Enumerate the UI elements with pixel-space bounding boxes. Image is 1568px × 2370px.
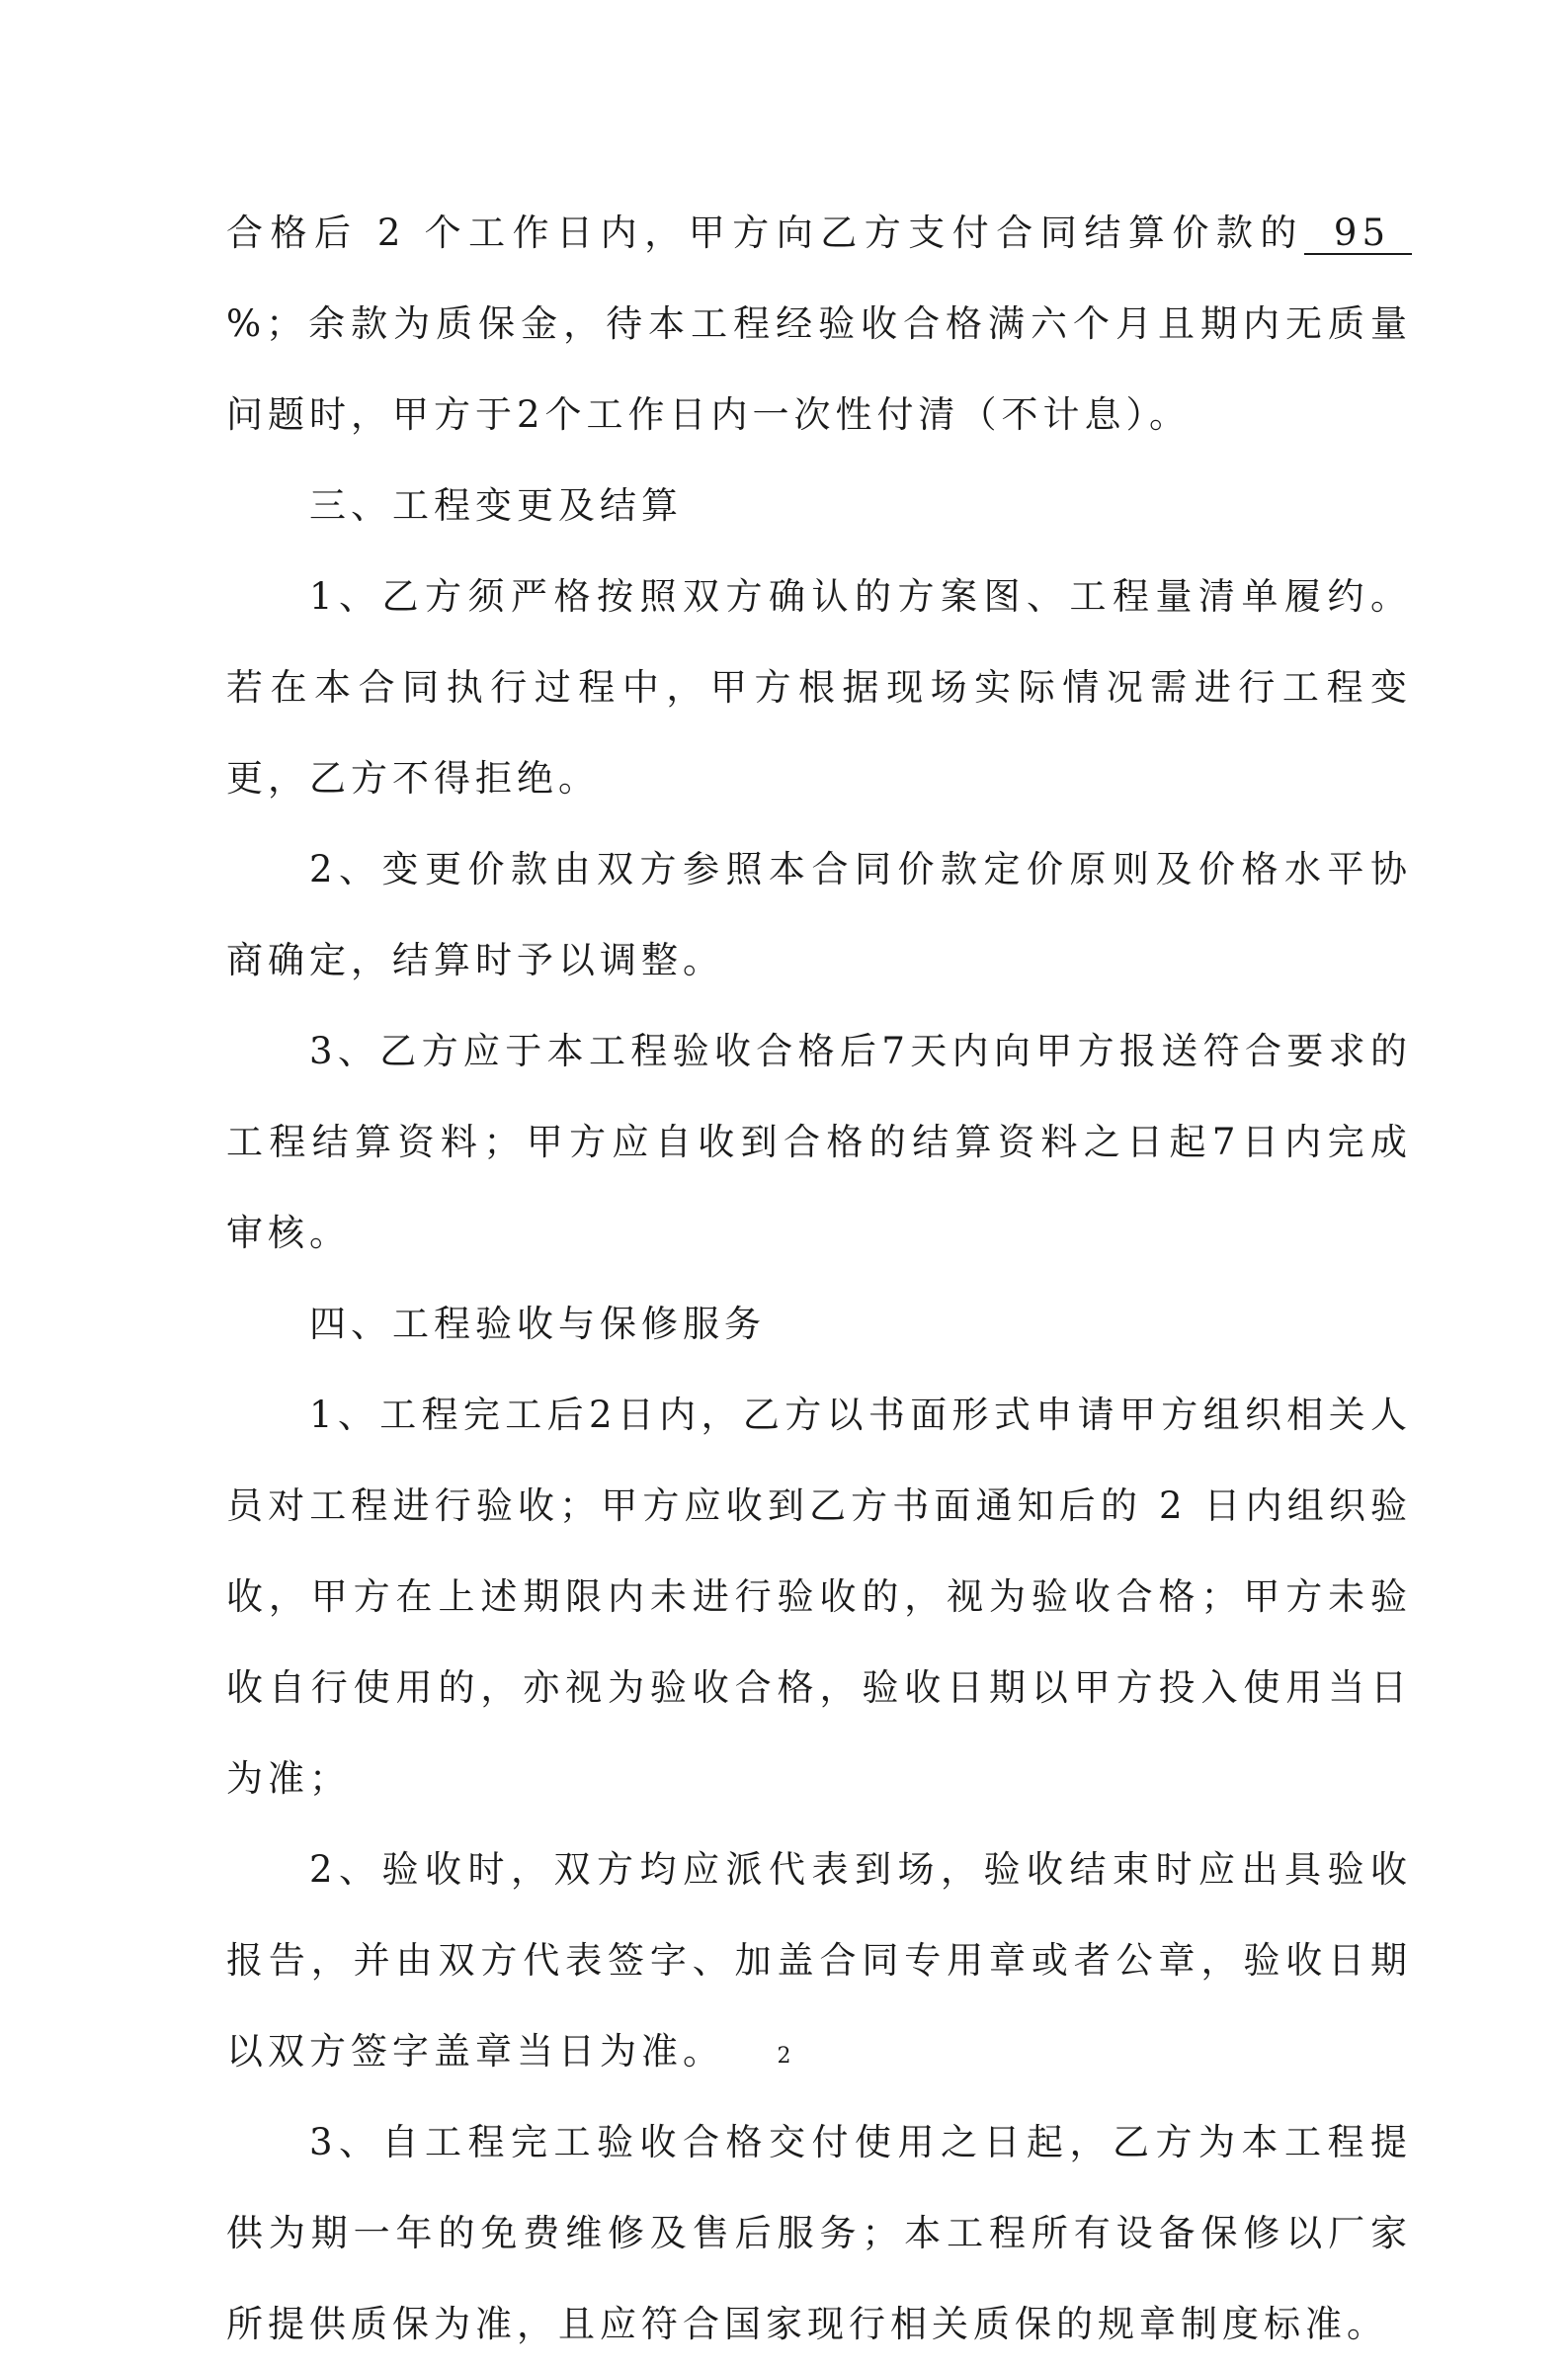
payment-text-after: %；余款为质保金，待本工程经验收合格满六个月且期内无质量问题时，甲方于2个工作日内一次性付清（不计息）。 xyxy=(226,302,1412,436)
page-number: 2 xyxy=(777,2044,791,2069)
section3-item-3: 3、乙方应于本工程验收合格后7天内向甲方报送符合要求的工程结算资料；甲方应自收到合格的结算资料之日起7日内完成审核。 xyxy=(226,1030,1412,1254)
section-heading-change-settlement: 三、工程变更及结算 xyxy=(309,484,683,527)
section4-item-1: 1、工程完工后2日内，乙方以书面形式申请甲方组织相关人员对工程进行验收；甲方应收到乙方书面通知后的 2 日内组织验收，甲方在上述期限内未进行验收的，视为验收合格；甲方未验收自行使用的，亦视为验收合格，验收日期以甲方投入使用当日为准； xyxy=(226,1394,1412,1800)
document-body xyxy=(226,188,1412,2370)
section4-item-3: 3、自工程完工验收合格交付使用之日起，乙方为本工程提供为期一年的免费维修及售后服务；本工程所有设备保修以厂家所提供质保为准，且应符合国家现行相关质保的规章制度标准。 xyxy=(226,2121,1412,2345)
section3-item-2: 2、变更价款由双方参照本合同价款定价原则及价格水平协商确定，结算时予以调整。 xyxy=(226,848,1412,981)
section-heading-acceptance-warranty: 四、工程验收与保修服务 xyxy=(309,1303,766,1345)
section3-item-1: 1、乙方须严格按照双方确认的方案图、工程量清单履约。若在本合同执行过程中，甲方根据现场实际情况需进行工程变更，乙方不得拒绝。 xyxy=(226,575,1412,800)
section4-item-2: 2、验收时，双方均应派代表到场，验收结束时应出具验收报告，并由双方代表签字、加盖合同专用章或者公章，验收日期以双方签字盖章当日为准。 xyxy=(226,1848,1412,2073)
percent-value: 95 xyxy=(1304,213,1412,255)
payment-text-before: 合格后 2 个工作日内，甲方向乙方支付合同结算价款的 xyxy=(226,212,1304,254)
paragraph-payment-terms xyxy=(226,188,1412,461)
